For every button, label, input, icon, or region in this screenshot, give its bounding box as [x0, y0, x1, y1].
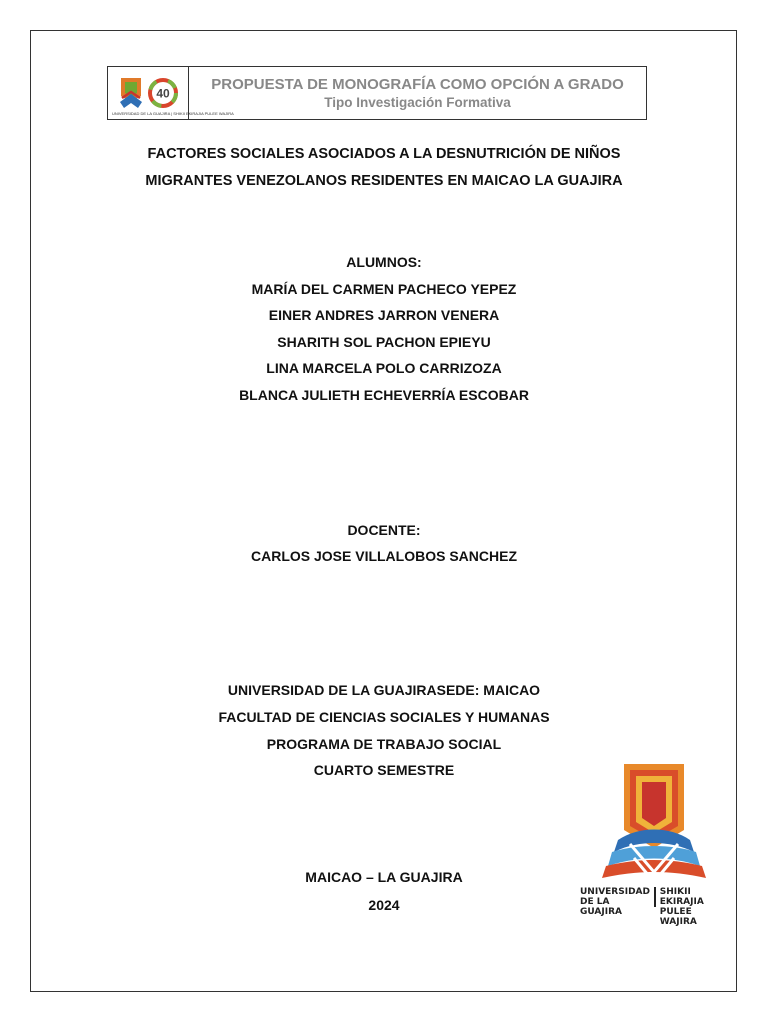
institution-line-2: FACULTAD DE CIENCIAS SOCIALES Y HUMANAS: [218, 709, 550, 725]
student-name: LINA MARCELA POLO CARRIZOZA: [266, 360, 502, 376]
header-logo-caption: UNIVERSIDAD DE LA GUAJIRA | SHIKII EKIRAJIA PULEE WAJIRA: [112, 111, 234, 116]
anniversary-40-logo-icon: [148, 78, 178, 108]
teacher-heading: DOCENTE:: [347, 522, 421, 538]
header-text: [189, 67, 646, 119]
teacher-name: CARLOS JOSE VILLALOBOS SANCHEZ: [250, 548, 518, 564]
student-name: EINER ANDRES JARRON VENERA: [268, 307, 500, 323]
student-name: MARÍA DEL CARMEN PACHECO YEPEZ: [251, 281, 517, 297]
university-logo-caption: [580, 887, 730, 927]
header-box: [107, 66, 647, 120]
logo-caption-right-1: SHIKII EKIRAJIA: [659, 887, 704, 907]
place-year: 2024: [368, 897, 400, 913]
logo-caption-left-1: UNIVERSIDAD: [580, 887, 650, 897]
header-logos: [108, 67, 234, 119]
student-name: BLANCA JULIETH ECHEVERRÍA ESCOBAR: [239, 387, 529, 403]
anniversary-number: 40: [156, 86, 170, 101]
place-city: MAICAO – LA GUAJIRA: [305, 869, 463, 885]
header-logo-caption-right: SHIKII EKIRAJIA PULEE WAJIRA: [173, 111, 234, 116]
university-logo-small-icon: [118, 76, 144, 110]
document-title-line-2: MIGRANTES VENEZOLANOS RESIDENTES EN MAICAO LA GUAJIRA: [145, 173, 623, 189]
institution-line-3: PROGRAMA DE TRABAJO SOCIAL: [266, 736, 502, 752]
institution-line-1: UNIVERSIDAD DE LA GUAJIRASEDE: MAICAO: [227, 682, 541, 698]
logo-caption-left-2: DE LA GUAJIRA: [580, 897, 622, 917]
logo-caption-right-2: PULEE WAJIRA: [659, 907, 697, 927]
header-title: PROPUESTA DE MONOGRAFÍA COMO OPCIÓN A GRADO: [211, 75, 624, 93]
students-heading: ALUMNOS:: [346, 254, 422, 270]
header-subtitle: Tipo Investigación Formativa: [324, 94, 511, 110]
header-logo-caption-left: UNIVERSIDAD DE LA GUAJIRA: [112, 111, 171, 116]
logo-caption-separator: [654, 887, 656, 907]
document-title-line-1: FACTORES SOCIALES ASOCIADOS A LA DESNUTRICIÓN DE NIÑOS: [147, 146, 621, 162]
student-name: SHARITH SOL PACHON EPIEYU: [277, 334, 491, 350]
institution-line-4: CUARTO SEMESTRE: [313, 762, 455, 778]
